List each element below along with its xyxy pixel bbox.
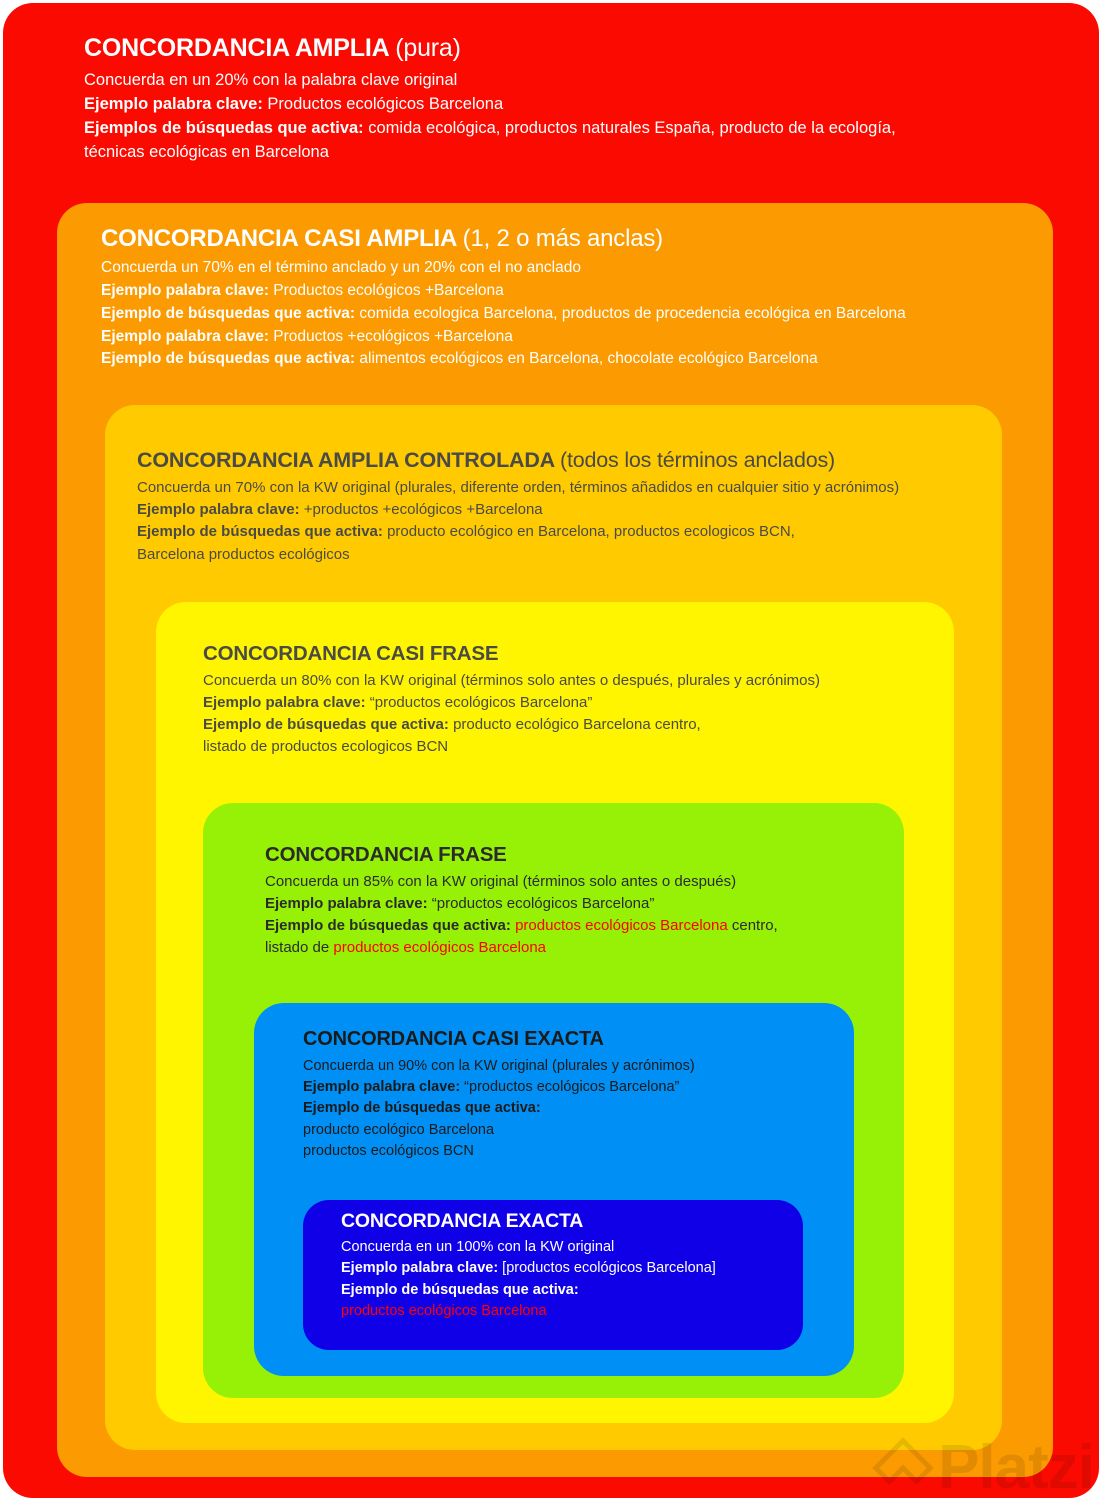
level-line xyxy=(203,736,948,758)
line-label: Ejemplo de búsquedas que activa: xyxy=(203,716,449,734)
line-label: Ejemplo palabra clave: xyxy=(101,327,269,345)
level-line xyxy=(84,140,1044,164)
level-title-main: CONCORDANCIA AMPLIA xyxy=(84,34,389,62)
level-title-suffix: (1, 2 o más anclas) xyxy=(462,225,663,252)
level-text-exacta xyxy=(341,1210,801,1322)
line-value: listado de productos ecologicos BCN xyxy=(203,738,449,756)
line-label: Ejemplo palabra clave: xyxy=(84,94,263,113)
line-highlight: productos ecológicos Barcelona xyxy=(341,1302,547,1319)
level-line xyxy=(303,1077,848,1098)
level-title-suffix: (pura) xyxy=(395,34,461,62)
level-title-amplia xyxy=(84,34,1044,64)
line-value: técnicas ecológicas en Barcelona xyxy=(84,143,329,162)
level-title-main: CONCORDANCIA FRASE xyxy=(265,843,507,866)
level-text-casi-amplia xyxy=(101,225,1006,371)
line-value-after: centro, xyxy=(727,917,778,935)
level-title-casi-amplia xyxy=(101,225,1006,253)
level-description: Concuerda un 85% con la KW original (términos solo antes o después) xyxy=(265,873,737,891)
level-title-main: CONCORDANCIA CASI EXACTA xyxy=(303,1028,604,1050)
line-value: productos ecológicos BCN xyxy=(303,1142,474,1159)
level-title-casi-frase xyxy=(203,642,948,666)
level-text-casi-frase xyxy=(203,642,948,758)
line-label: Ejemplo de búsquedas que activa: xyxy=(101,350,356,368)
line-label: Ejemplo de búsquedas que activa: xyxy=(303,1100,541,1117)
level-title-main: CONCORDANCIA CASI AMPLIA xyxy=(101,225,457,252)
level-line xyxy=(203,692,948,714)
level-line xyxy=(101,280,1006,303)
level-description: Concuerda en un 20% con la palabra clave original xyxy=(84,70,458,89)
line-label: Ejemplo de búsquedas que activa: xyxy=(265,917,511,935)
level-description: Concuerda un 90% con la KW original (plurales y acrónimos) xyxy=(303,1057,695,1074)
line-value: alimentos ecológicos en Barcelona, chocolate ecológico Barcelona xyxy=(355,350,818,368)
level-description: Concuerda un 70% en el término anclado y un 20% con el no anclado xyxy=(101,259,581,277)
line-highlight: productos ecológicos Barcelona xyxy=(333,939,547,957)
line-value: Productos +ecológicos +Barcelona xyxy=(269,327,513,345)
level-line xyxy=(341,1301,801,1322)
line-value: Productos ecológicos +Barcelona xyxy=(269,282,504,300)
level-line xyxy=(303,1098,848,1119)
level-text-frase xyxy=(265,843,905,959)
level-line xyxy=(101,326,1006,349)
line-value: comida ecológica, productos naturales España, producto de la ecología, xyxy=(363,119,896,137)
level-line xyxy=(101,303,1006,326)
line-value: listado de xyxy=(265,939,334,957)
level-line xyxy=(203,714,948,736)
level-title-suffix: (todos los términos anclados) xyxy=(559,448,836,472)
level-title-frase xyxy=(265,843,905,867)
line-label: Ejemplo de búsquedas que activa: xyxy=(137,523,383,541)
line-label: Ejemplo de búsquedas que activa: xyxy=(341,1281,579,1298)
level-line xyxy=(84,92,1044,116)
level-title-amplia-controlada xyxy=(137,448,1007,473)
level-title-exacta xyxy=(341,1210,801,1233)
line-label: Ejemplo palabra clave: xyxy=(203,694,366,712)
line-value: producto ecológico en Barcelona, productos ecologicos BCN, xyxy=(382,523,795,541)
level-line xyxy=(303,1120,848,1141)
line-value: Productos ecológicos Barcelona xyxy=(262,94,504,113)
line-label: Ejemplo palabra clave: xyxy=(101,282,269,300)
line-value: producto ecológico Barcelona xyxy=(303,1121,495,1138)
line-label: Ejemplo palabra clave: xyxy=(303,1078,461,1095)
level-line xyxy=(341,1280,801,1301)
level-line xyxy=(265,915,905,937)
level-line xyxy=(265,937,905,959)
line-label: Ejemplo palabra clave: xyxy=(341,1260,499,1277)
level-line xyxy=(265,893,905,915)
line-label: Ejemplo de búsquedas que activa: xyxy=(101,304,356,322)
level-description: Concuerda en un 100% con la KW original xyxy=(341,1239,615,1255)
line-value: comida ecologica Barcelona, productos de procedencia ecológica en Barcelona xyxy=(355,304,906,322)
level-title-main: CONCORDANCIA EXACTA xyxy=(341,1210,584,1232)
level-line xyxy=(84,116,1044,140)
level-text-amplia-controlada xyxy=(137,448,1007,566)
level-line xyxy=(303,1141,848,1162)
level-title-main: CONCORDANCIA CASI FRASE xyxy=(203,642,499,665)
level-description: Concuerda un 80% con la KW original (términos solo antes o después, plurales y acrónimos) xyxy=(203,672,820,690)
level-title-main: CONCORDANCIA AMPLIA CONTROLADA xyxy=(137,448,555,472)
line-value: Barcelona productos ecológicos xyxy=(137,545,350,563)
line-label: Ejemplo palabra clave: xyxy=(265,895,428,913)
level-title-casi-exacta xyxy=(303,1028,848,1052)
line-value: +productos +ecológicos +Barcelona xyxy=(299,501,543,519)
line-value: [productos ecológicos Barcelona] xyxy=(498,1260,716,1277)
line-value: producto ecológico Barcelona centro, xyxy=(448,716,701,734)
level-line xyxy=(341,1258,801,1279)
level-text-casi-exacta xyxy=(303,1028,848,1162)
level-line xyxy=(137,544,1007,566)
level-line xyxy=(101,348,1006,371)
line-value: “productos ecológicos Barcelona” xyxy=(365,694,593,712)
line-label: Ejemplo palabra clave: xyxy=(137,501,300,519)
level-line xyxy=(137,521,1007,543)
level-line xyxy=(137,499,1007,521)
level-text-amplia xyxy=(84,34,1044,165)
line-label: Ejemplos de búsquedas que activa: xyxy=(84,119,364,137)
line-value: “productos ecológicos Barcelona” xyxy=(427,895,655,913)
line-value: “productos ecológicos Barcelona” xyxy=(460,1078,680,1095)
level-description: Concuerda un 70% con la KW original (plurales, diferente orden, términos añadidos en cualquier sitio y acrónimos) xyxy=(137,479,900,497)
line-highlight: productos ecológicos Barcelona xyxy=(510,917,728,935)
